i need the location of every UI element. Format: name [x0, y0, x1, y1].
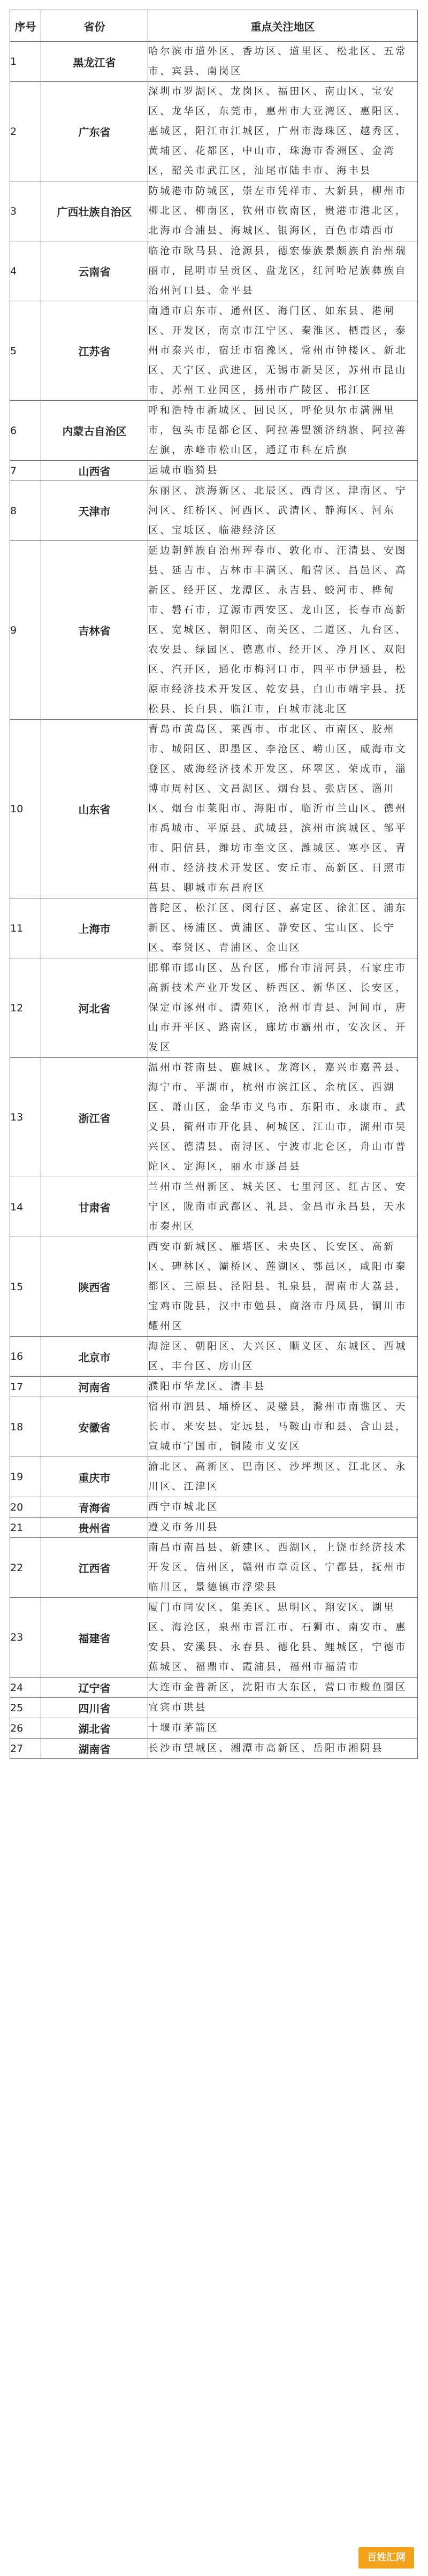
table-row — [10, 42, 418, 82]
row-province: 福建省 — [41, 1598, 148, 1678]
table-row — [10, 1337, 418, 1377]
row-province: 重庆市 — [41, 1457, 148, 1497]
row-number: 2 — [10, 82, 41, 181]
row-province: 天津市 — [41, 481, 148, 541]
header-no: 序号 — [10, 10, 41, 42]
row-areas: 厦门市同安区、集美区、思明区、翔安区、湖里区、海沧区，泉州市晋江市、石狮市、南安市、惠安县、安溪县、永春县、德化县、鲤城区，宁德市蕉城区、福鼎市、霞浦县，福州市福清市 — [148, 1598, 418, 1678]
row-areas: 延边朝鲜族自治州珲春市、敦化市、汪清县、安图县、延吉市、吉林市丰满区、船营区、昌邑区、高新区、经开区、龙潭区、永吉县、蛟河市、桦甸市、磐石市，辽源市西安区、龙山区，长春市高新区、宽城区、朝阳区、南关区、二道区、九台区、农安县、绿园区、德惠市、经开区、净月区、双阳区、汽开区，通化市梅河口市，四平市伊通县，松原市经济技术开发区、乾安县，白山市靖宇县、抚松县、长白县、临江市，白城市洮北区 — [148, 541, 418, 720]
table-row — [10, 1598, 418, 1678]
row-number: 25 — [10, 1698, 41, 1718]
table-row — [10, 1739, 418, 1759]
row-number: 7 — [10, 461, 41, 481]
row-number: 24 — [10, 1678, 41, 1698]
row-province: 江西省 — [41, 1538, 148, 1598]
row-areas: 青岛市黄岛区、莱西市、市北区、市南区、胶州市、城阳区、即墨区、李沧区、崂山区，威海市文登区、威海经济技术开发区、环翠区、荣成市，淄博市周村区、文昌湖区、烟台县、张店区、淄川区、烟台市莱阳市、海阳市，临沂市兰山区、德州市禹城市、平原县、武城县，滨州市滨城区、邹平市、阳信县，潍坊市奎文区、潍城区、寒亭区、青州市、经济技术开发区、安丘市、高新区、日照市莒县、聊城市东昌府区 — [148, 720, 418, 898]
table-row — [10, 1698, 418, 1718]
row-areas: 防城港市防城区，崇左市凭祥市、大新县，柳州市柳北区、柳南区，钦州市钦南区，贵港市港北区，北海市合浦县、海城区、银海区，百色市靖西市 — [148, 181, 418, 241]
table-row — [10, 958, 418, 1058]
table-row — [10, 461, 418, 481]
table-row — [10, 1678, 418, 1698]
table-row — [10, 898, 418, 958]
row-number: 26 — [10, 1718, 41, 1739]
row-province: 吉林省 — [41, 541, 148, 720]
row-province: 安徽省 — [41, 1397, 148, 1457]
row-province: 湖北省 — [41, 1718, 148, 1739]
row-number: 20 — [10, 1497, 41, 1518]
row-areas: 临沧市耿马县、沧源县，德宏傣族景颇族自治州瑞丽市，昆明市呈贡区、盘龙区，红河哈尼族彝族自治州河口县、金平县 — [148, 241, 418, 301]
row-number: 8 — [10, 481, 41, 541]
row-number: 9 — [10, 541, 41, 720]
row-areas: 濮阳市华龙区、清丰县 — [148, 1377, 418, 1397]
table-row — [10, 1237, 418, 1337]
row-province: 河北省 — [41, 958, 148, 1058]
row-areas: 南通市启东市、通州区、海门区、如东县、港闸区、开发区，南京市江宁区、秦淮区、栖霞区，泰州市泰兴市，宿迁市宿豫区，常州市钟楼区、新北区、天宁区、武进区，无锡市新吴区，苏州市昆山市、苏州工业园区，扬州市广陵区、邗江区 — [148, 301, 418, 401]
row-areas: 渝北区、高新区、巴南区、沙坪坝区、江北区、永川区、江津区 — [148, 1457, 418, 1497]
table-row — [10, 1397, 418, 1457]
row-areas: 温州市苍南县、鹿城区、龙湾区，嘉兴市嘉善县、海宁市、平湖市，杭州市滨江区、余杭区、西湖区、萧山区，金华市义乌市、东阳市、永康市、武义县，衢州市开化县、柯城区、江山市，湖州市吴兴区、德清县、南浔区、宁波市北仑区，舟山市普陀区、定海区，丽水市遂昌县 — [148, 1058, 418, 1177]
table-row — [10, 1718, 418, 1739]
row-number: 14 — [10, 1177, 41, 1237]
table-row — [10, 241, 418, 301]
row-areas: 长沙市望城区、湘潭市高新区、岳阳市湘阴县 — [148, 1739, 418, 1759]
row-areas: 兰州市兰州新区、城关区、七里河区、红古区、安宁区，陇南市武都区、礼县、金昌市永昌县，天水市秦州区 — [148, 1177, 418, 1237]
row-province: 黑龙江省 — [41, 42, 148, 82]
row-areas: 大连市金普新区，沈阳市大东区，营口市鲅鱼圈区 — [148, 1678, 418, 1698]
site-watermark-logo: 百姓汇网 — [358, 2547, 414, 2569]
table-row — [10, 1518, 418, 1538]
row-number: 23 — [10, 1598, 41, 1678]
table-row — [10, 401, 418, 461]
header-row — [10, 10, 418, 42]
row-number: 11 — [10, 898, 41, 958]
row-number: 3 — [10, 181, 41, 241]
row-number: 21 — [10, 1518, 41, 1538]
focus-areas-table — [10, 10, 418, 1759]
row-areas: 宿州市泗县、埇桥区、灵璧县，滁州市南谯区、天长市、来安县、定远县，马鞍山市和县、含山县，宣城市宁国市，铜陵市义安区 — [148, 1397, 418, 1457]
table-row — [10, 541, 418, 720]
row-areas: 海淀区、朝阳区、大兴区、顺义区、东城区、西城区、丰台区、房山区 — [148, 1337, 418, 1377]
row-province: 四川省 — [41, 1698, 148, 1718]
row-number: 6 — [10, 401, 41, 461]
row-areas: 西安市新城区、雁塔区、未央区、长安区、高新区、碑林区、灞桥区、莲湖区、鄠邑区，咸阳市秦都区、三原县、泾阳县、礼泉县，渭南市大荔县，宝鸡市陇县，汉中市勉县、商洛市丹凤县，铜川市耀州区 — [148, 1237, 418, 1337]
row-number: 19 — [10, 1457, 41, 1497]
row-number: 1 — [10, 42, 41, 82]
row-areas: 西宁市城北区 — [148, 1497, 418, 1518]
row-province: 浙江省 — [41, 1058, 148, 1177]
row-number: 10 — [10, 720, 41, 898]
row-province: 贵州省 — [41, 1518, 148, 1538]
row-number: 12 — [10, 958, 41, 1058]
row-province: 甘肃省 — [41, 1177, 148, 1237]
row-province: 广西壮族自治区 — [41, 181, 148, 241]
row-number: 5 — [10, 301, 41, 401]
table-row — [10, 1538, 418, 1598]
row-province: 湖南省 — [41, 1739, 148, 1759]
row-province: 山东省 — [41, 720, 148, 898]
row-number: 18 — [10, 1397, 41, 1457]
row-province: 内蒙古自治区 — [41, 401, 148, 461]
table-row — [10, 1058, 418, 1177]
row-number: 13 — [10, 1058, 41, 1177]
row-areas: 南昌市南昌县、新建区、西湖区，上饶市经济技术开发区、信州区，赣州市章贡区、宁都县，抚州市临川区，景德镇市浮梁县 — [148, 1538, 418, 1598]
row-number: 16 — [10, 1337, 41, 1377]
table-row — [10, 82, 418, 181]
row-areas: 十堰市茅箭区 — [148, 1718, 418, 1739]
table-row — [10, 720, 418, 898]
row-areas: 东丽区、滨海新区、北辰区、西青区、津南区、宁河区、红桥区、河西区、武清区、静海区、河东区、宝坻区、临港经济区 — [148, 481, 418, 541]
table-body — [10, 42, 418, 1759]
row-areas: 哈尔滨市道外区、香坊区、道里区、松北区、五常市、宾县、南岗区 — [148, 42, 418, 82]
row-areas: 普陀区、松江区、闵行区、嘉定区、徐汇区、浦东新区、杨浦区、黄浦区、静安区、宝山区、长宁区、奉贤区、青浦区、金山区 — [148, 898, 418, 958]
row-areas: 遵义市务川县 — [148, 1518, 418, 1538]
row-areas: 宜宾市珙县 — [148, 1698, 418, 1718]
table-row — [10, 1457, 418, 1497]
table-row — [10, 301, 418, 401]
row-province: 云南省 — [41, 241, 148, 301]
table-row — [10, 1177, 418, 1237]
table-row — [10, 1497, 418, 1518]
table-row — [10, 1377, 418, 1397]
row-areas: 运城市临猗县 — [148, 461, 418, 481]
row-number: 22 — [10, 1538, 41, 1598]
row-province: 青海省 — [41, 1497, 148, 1518]
row-areas: 深圳市罗湖区、龙岗区、福田区、南山区、宝安区、龙华区，东莞市，惠州市大亚湾区、惠阳区、惠城区，阳江市江城区，广州市海珠区、越秀区、黄埔区、花都区，中山市，珠海市香洲区、金湾区，韶关市武江区，汕尾市陆丰市、海丰县 — [148, 82, 418, 181]
row-number: 27 — [10, 1739, 41, 1759]
row-areas: 邯郸市邯山区、丛台区，邢台市清河县，石家庄市高新技术产业开发区、桥西区、新华区、长安区，保定市涿州市、清苑区，沧州市青县、河间市，唐山市开平区、路南区，廊坊市霸州市，安次区、开发区 — [148, 958, 418, 1058]
row-province: 山西省 — [41, 461, 148, 481]
row-number: 17 — [10, 1377, 41, 1397]
row-province: 江苏省 — [41, 301, 148, 401]
table-row — [10, 481, 418, 541]
row-province: 河南省 — [41, 1377, 148, 1397]
row-areas: 呼和浩特市新城区、回民区，呼伦贝尔市满洲里市，包头市昆都仑区、阿拉善盟额济纳旗、阿拉善左旗，赤峰市松山区，通辽市科左后旗 — [148, 401, 418, 461]
row-province: 陕西省 — [41, 1237, 148, 1337]
header-province: 省份 — [41, 10, 148, 42]
row-province: 辽宁省 — [41, 1678, 148, 1698]
row-province: 北京市 — [41, 1337, 148, 1377]
row-province: 上海市 — [41, 898, 148, 958]
header-areas: 重点关注地区 — [148, 10, 418, 42]
row-province: 广东省 — [41, 82, 148, 181]
row-number: 15 — [10, 1237, 41, 1337]
table-row — [10, 181, 418, 241]
row-number: 4 — [10, 241, 41, 301]
